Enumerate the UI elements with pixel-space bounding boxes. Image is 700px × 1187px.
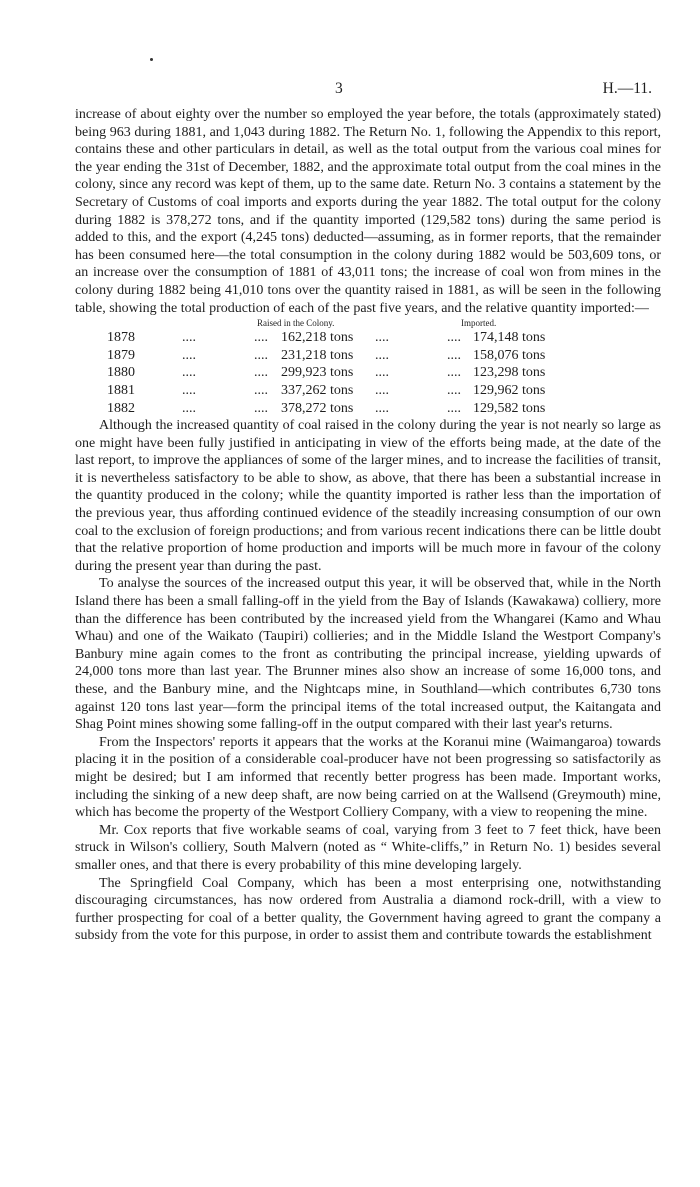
imported-cell: 174,148 tons — [473, 330, 546, 346]
year-cell: 1880 — [107, 365, 135, 381]
leader-dots: .... — [375, 400, 389, 416]
paragraph: From the Inspectors' reports it appears that the works at the Koranui mine (Waimangaroa) towards placing it in the position of a considerable coal-producer have not been progressing so satisfactorily as might be desired; but I am informed that recently better progress has been made. Important works, including the sinking of a new deep shaft, are now being carried on at the Wallsend (Greymouth) mine, which has become the property of the Westport Colliery Company, with a view to reopening the mine. — [75, 734, 661, 821]
imported-cell: 158,076 tons — [473, 347, 546, 363]
leader-dots: .... — [254, 382, 268, 398]
imported-cell: 129,582 tons — [473, 400, 546, 416]
leader-dots: .... — [375, 365, 389, 381]
leader-dots: .... — [447, 365, 461, 381]
leader-dots: .... — [182, 365, 196, 381]
leader-dots: .... — [375, 347, 389, 363]
table-row — [75, 329, 661, 347]
leader-dots: .... — [254, 365, 268, 381]
body-text — [75, 106, 661, 945]
table-row — [75, 364, 661, 382]
leader-dots: .... — [375, 382, 389, 398]
table-header — [75, 317, 661, 329]
year-cell: 1881 — [107, 382, 135, 398]
page-header — [0, 80, 700, 102]
table-row — [75, 382, 661, 400]
paragraph: Although the increased quantity of coal raised in the colony during the year is not nearly so large as one might have been fully justified in anticipating in view of the efforts being made, at the date of the last report, to improve the appliances of some of the larger mines, and to increase the facilities of transit, it is nevertheless satisfactory to be able to show, as above, that there has been a substantial increase in the quantity produced in the colony; while the quantity imported is rather less than the importation of the previous year, thus affording continued evidence of the steadily increasing consumption of our own coal to the exclusion of foreign productions; and from various recent indications there can be little doubt that the relative proportion of home production and imports will be much more in favour of the colony during the present year than during the past. — [75, 418, 661, 574]
leader-dots: .... — [182, 382, 196, 398]
imported-cell: 129,962 tons — [473, 382, 546, 398]
table-row — [75, 347, 661, 365]
year-cell: 1879 — [107, 347, 135, 363]
leader-dots: .... — [254, 330, 268, 346]
paragraph: To analyse the sources of the increased output this year, it will be observed that, while in the North Island there has been a small falling-off in the yield from the Bay of Islands (Kawakawa) colliery, more than the difference has been contributed by the increased yield from the Whangarei (Kamo and Whau Whau) and one of the Waikato (Taupiri) collieries; and in the Middle Island the Westport Company's Banbury mine again comes to the front as contributing the principal increase, yielding upwards of 24,000 tons more than last year. The Brunner mines also show an increase of some 16,000 tons, and these, and the Banbury mine, and the Nightcaps mine, in Southland—which contributes 6,730 tons against 120 tons last year—form the principal items of the total increased output, the Kaitangata and Shag Point mines showing some falling-off in the output compared with their last year's returns. — [75, 576, 661, 733]
table-row — [75, 400, 661, 418]
margin-mark — [150, 58, 153, 61]
leader-dots: .... — [447, 347, 461, 363]
paragraph: increase of about eighty over the number so employed the year before, the totals (approximately stated) being 963 during 1881, and 1,043 during 1882. The Return No. 1, following the Appendix to this report, contains these and other particulars in detail, as well as the total output from the various coal mines for the year ending the 31st of December, 1882, and the approximate total output from the coal mines in the colony, since any record was kept of them, up to the same date. Return No. 3 contains a statement by the Secretary of Customs of coal imports and exports during the year 1882. The total output for the colony during 1882 is 378,272 tons, and if the quantity imported (129,582 tons) during the same period is added to this, and the export (4,245 tons) deducted—assuming, as in former reports, that the remainder has been consumed here—the total consumption in the colony during 1882 would be 503,609 tons, or an increase over the consumption of 1881 of 43,011 tons; the increase of coal won from mines in the colony during 1882 being 41,010 tons over the quantity raised in 1881, as will be seen in the following table, showing the total production of each of the past five years, and the relative quantity imported:— — [75, 107, 661, 316]
imported-cell: 123,298 tons — [473, 365, 546, 381]
raised-cell: 299,923 tons — [281, 365, 354, 381]
year-cell: 1878 — [107, 330, 135, 346]
column-header-raised: Raised in the Colony. — [257, 318, 335, 329]
leader-dots: .... — [254, 400, 268, 416]
paragraph: The Springfield Coal Company, which has been a most enterprising one, notwithstanding discouraging circumstances, has now ordered from Australia a diamond rock-drill, with a view to further prospecting for coal of a better quality, the Government having agreed to grant the company a subsidy from the vote for this purpose, in order to assist them and contribute towards the establishment — [75, 875, 661, 944]
raised-cell: 162,218 tons — [281, 330, 354, 346]
raised-cell: 231,218 tons — [281, 347, 354, 363]
page-number: 3 — [335, 80, 343, 97]
raised-cell: 337,262 tons — [281, 382, 354, 398]
leader-dots: .... — [447, 400, 461, 416]
leader-dots: .... — [182, 400, 196, 416]
column-header-imported: Imported. — [461, 318, 497, 329]
leader-dots: .... — [254, 347, 268, 363]
paragraph: Mr. Cox reports that five workable seams of coal, varying from 3 feet to 7 feet thick, have been struck in Wilson's colliery, South Malvern (noted as “ White-cliffs,” in Return No. 1) besides several smaller ones, and that there is every probability of this mine developing largely. — [75, 822, 661, 873]
document-reference: H.—11. — [602, 80, 652, 97]
raised-cell: 378,272 tons — [281, 400, 354, 416]
leader-dots: .... — [182, 330, 196, 346]
coal-table — [75, 317, 661, 417]
leader-dots: .... — [447, 330, 461, 346]
year-cell: 1882 — [107, 400, 135, 416]
leader-dots: .... — [375, 330, 389, 346]
leader-dots: .... — [447, 382, 461, 398]
leader-dots: .... — [182, 347, 196, 363]
